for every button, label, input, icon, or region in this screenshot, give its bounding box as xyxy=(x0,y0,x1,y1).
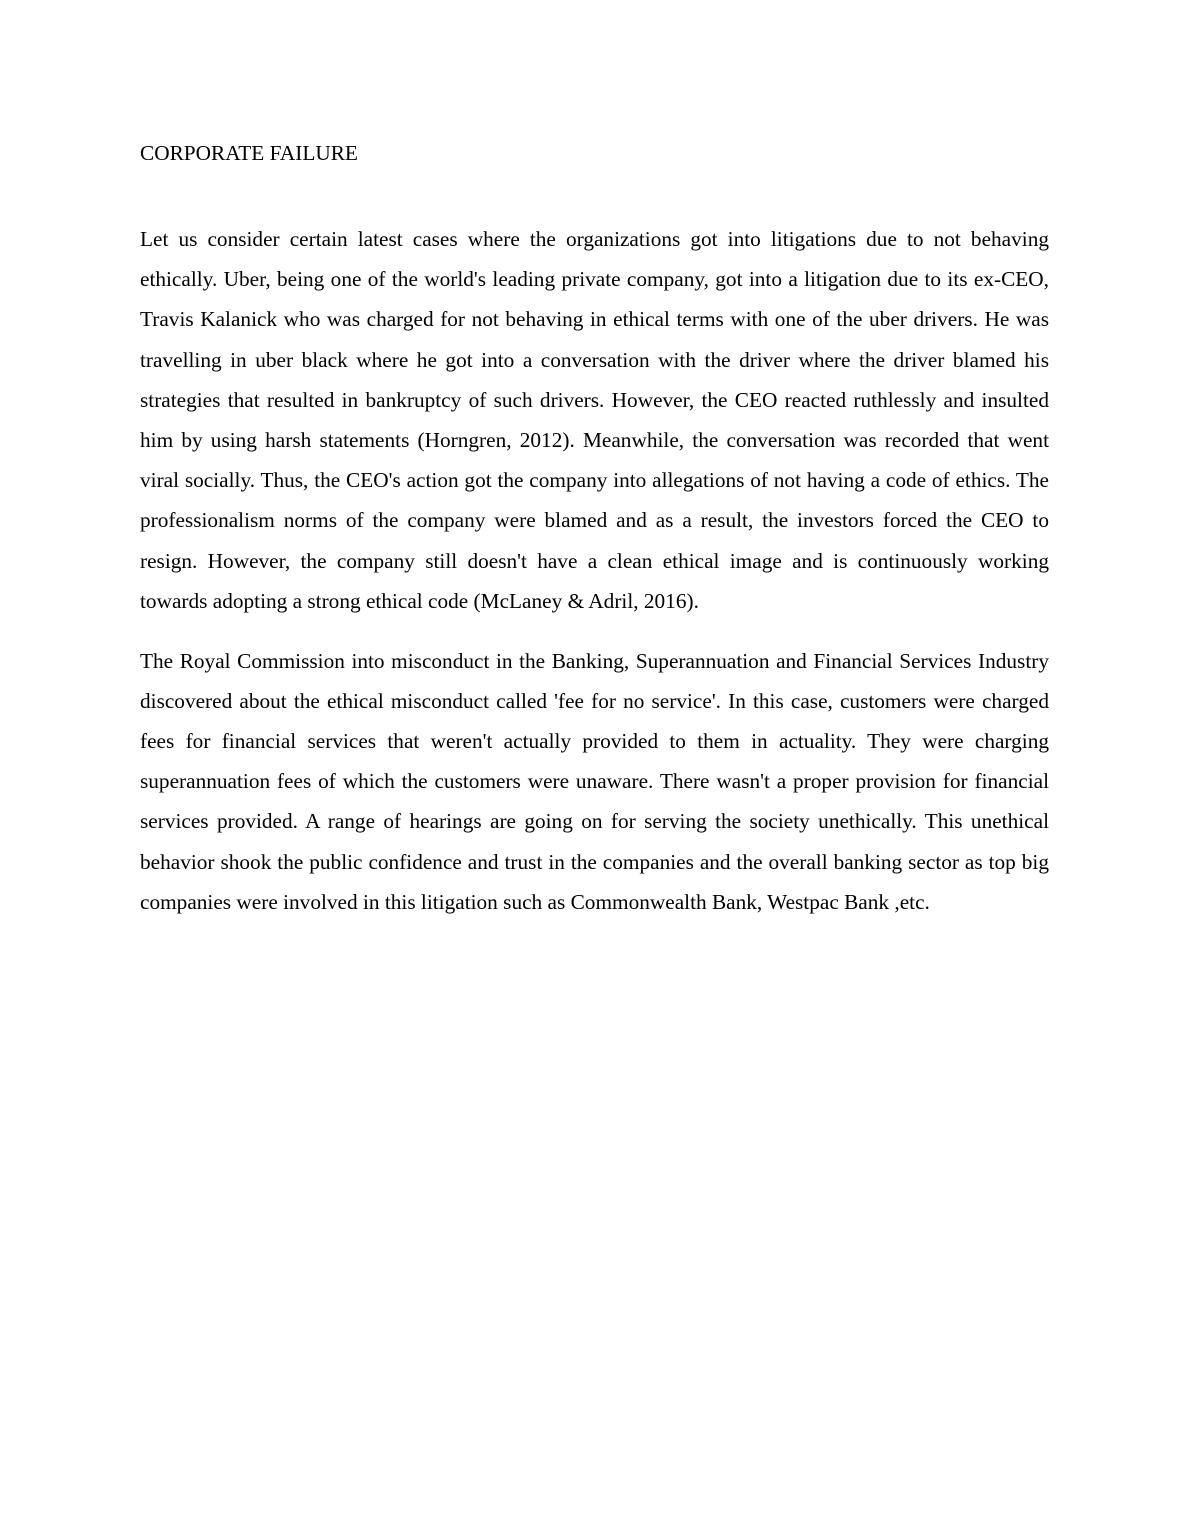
paragraph-uber-case: Let us consider certain latest cases where the organizations got into litigations due to not behaving ethically. Uber, being one of the world's leading private company, got into a litigation due to its ex-CEO, Travis Kalanick who was charged for not behaving in ethical terms with one of the uber drivers. He was travelling in uber black where he got into a conversation with the driver where the driver blamed his strategies that resulted in bankruptcy of such drivers. However, the CEO reacted ruthlessly and insulted him by using harsh statements (Horngren, 2012). Meanwhile, the conversation was recorded that went viral socially. Thus, the CEO's action got the company into allegations of not having a code of ethics. The professionalism norms of the company were blamed and as a result, the investors forced the CEO to resign. However, the company still doesn't have a clean ethical image and is continuously working towards adopting a strong ethical code (McLaney & Adril, 2016). xyxy=(140,227,1049,613)
document-body xyxy=(140,138,1049,941)
paragraph-royal-commission: The Royal Commission into misconduct in the Banking, Superannuation and Financial Services Industry discovered about the ethical misconduct called 'fee for no service'. In this case, customers were charged fees for financial services that weren't actually provided to them in actuality. They were charging superannuation fees of which the customers were unaware. There wasn't a proper provision for financial services provided. A range of hearings are going on for serving the society unethically. This unethical behavior shook the public confidence and trust in the companies and the overall banking sector as top big companies were involved in this litigation such as Commonwealth Bank, Westpac Bank ,etc. xyxy=(140,648,1049,914)
document-title: CORPORATE FAILURE xyxy=(140,141,358,165)
